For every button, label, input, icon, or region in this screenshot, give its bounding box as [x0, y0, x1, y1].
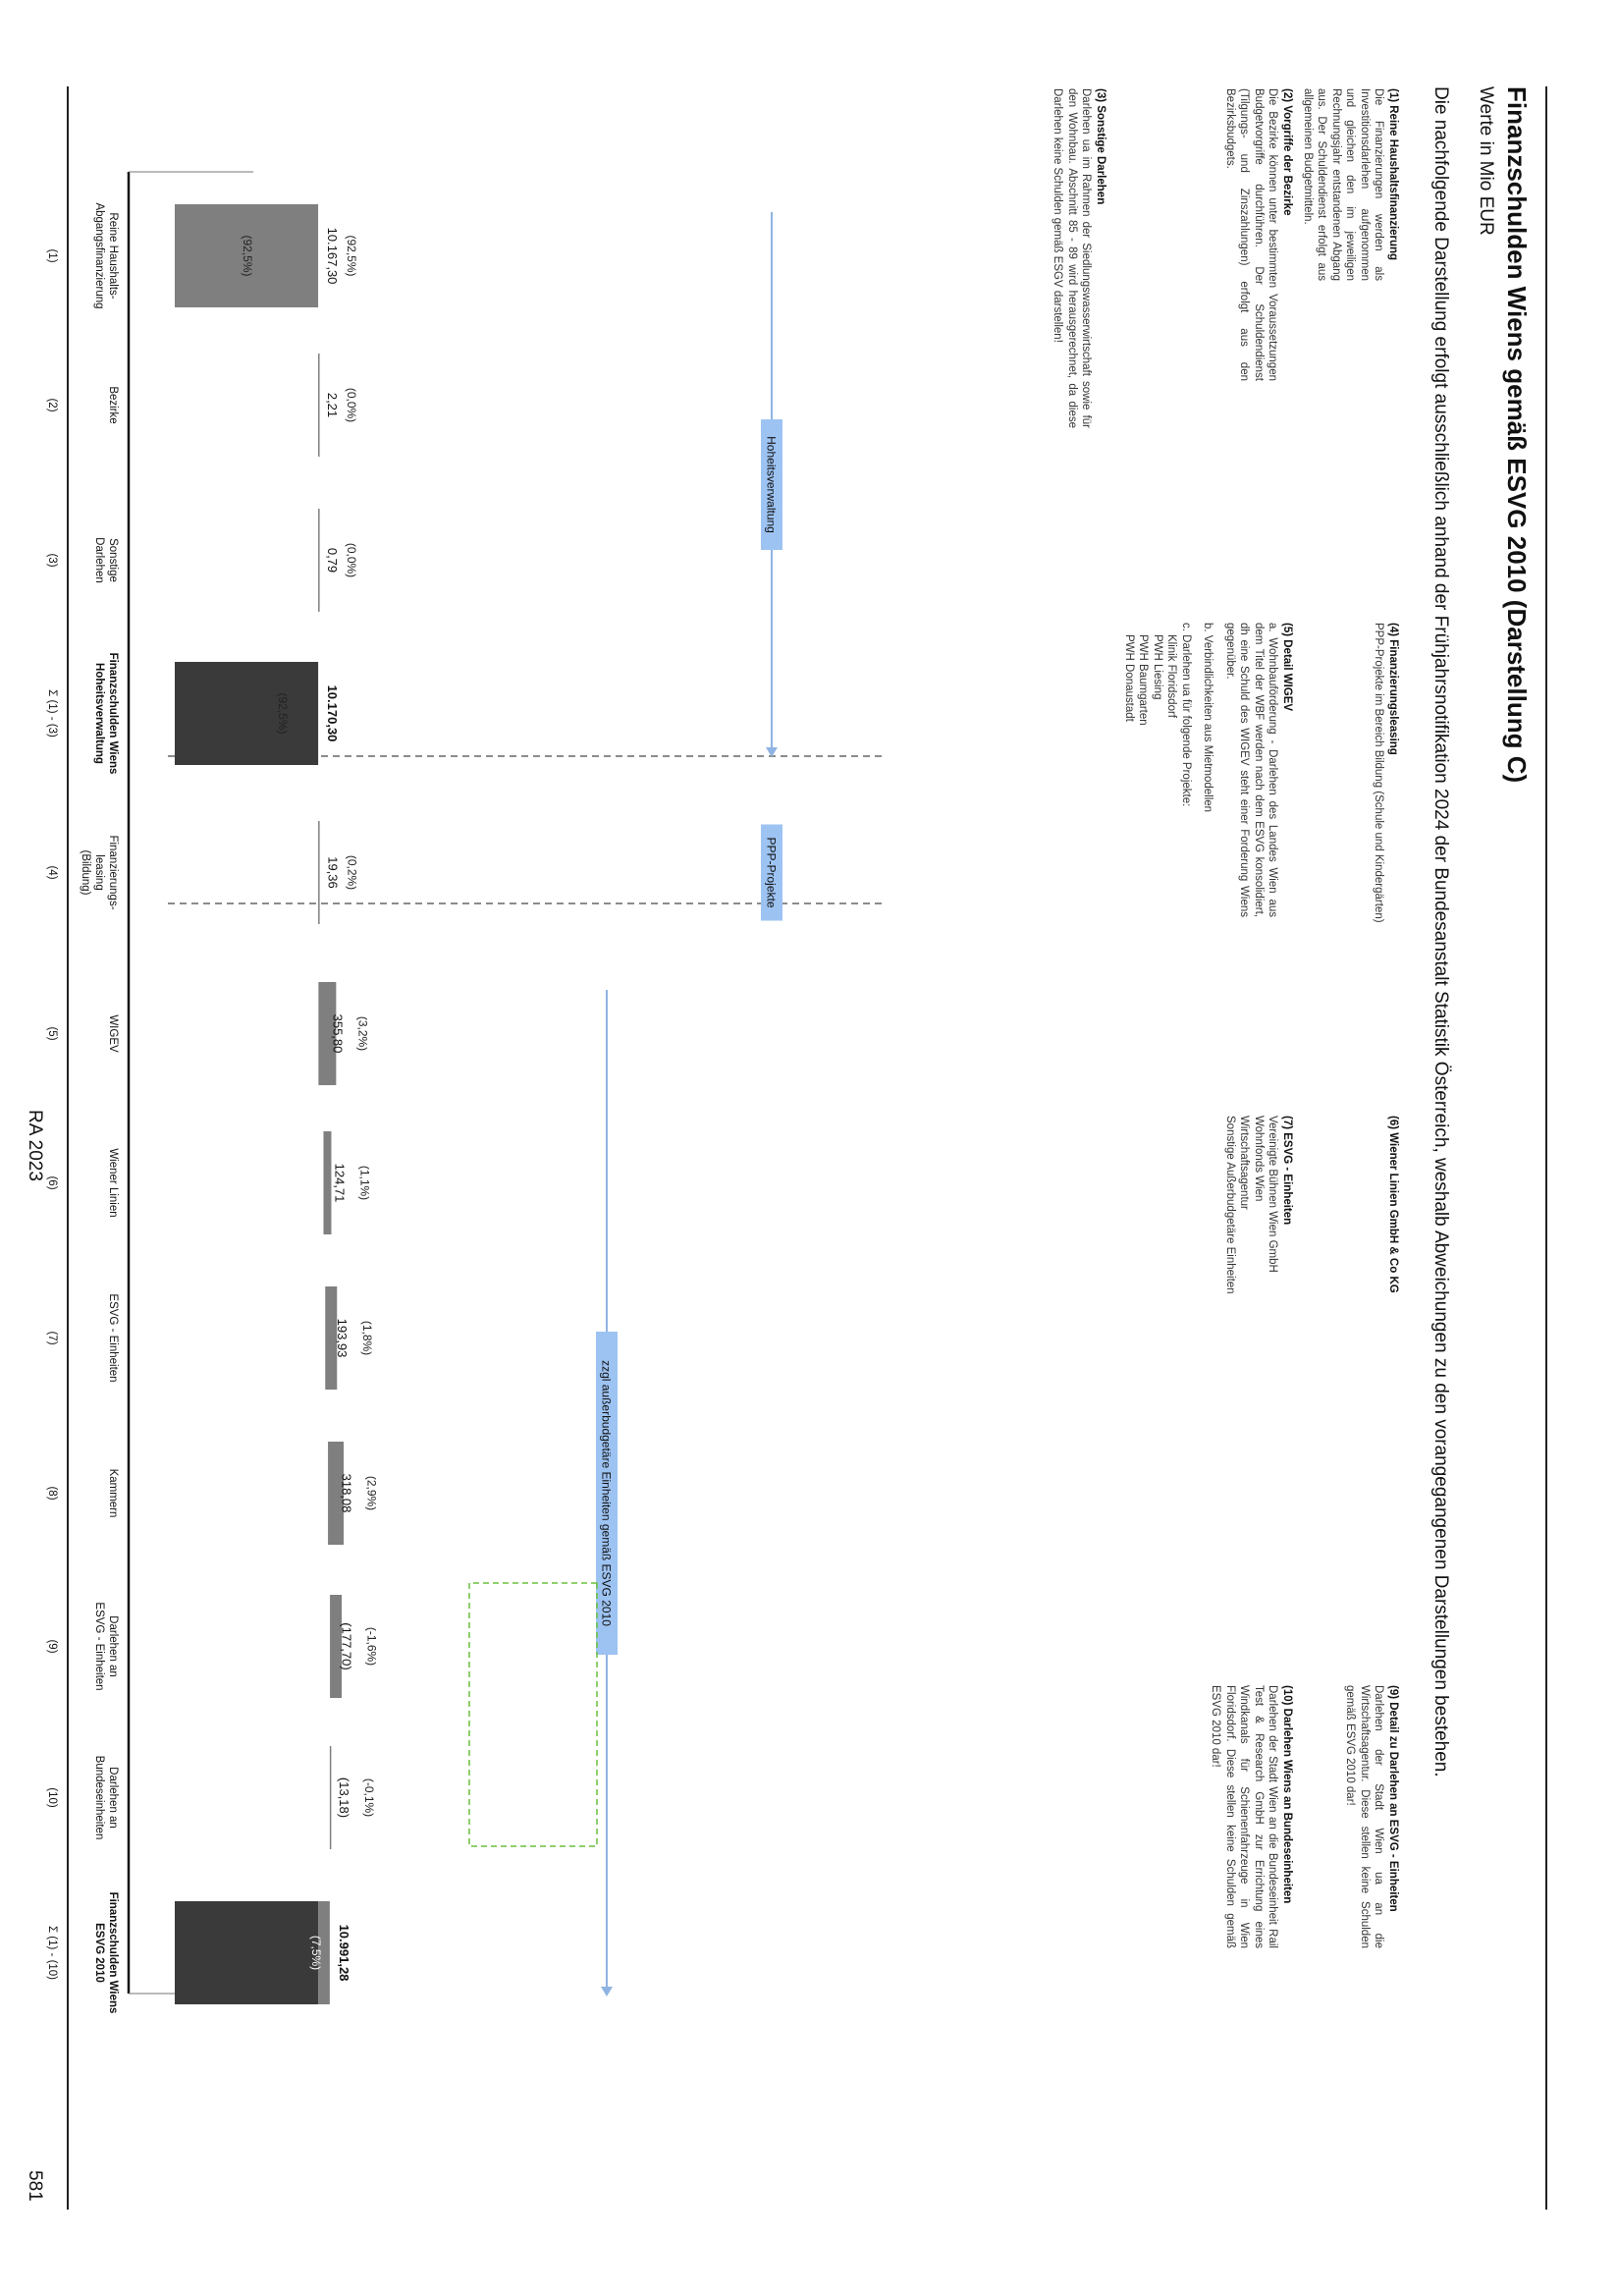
category-label: Bundeseinheiten	[93, 1755, 105, 1840]
category-label: Darlehen an	[107, 1615, 119, 1677]
share-label: (3,2%)	[355, 1015, 370, 1052]
value-label: 2,21	[325, 392, 341, 418]
category-label: Finanzschulden Wiens	[107, 1891, 119, 2014]
share-label: (0,0%)	[345, 387, 359, 423]
note-5-project: PWH Liesing	[1152, 634, 1163, 700]
category-label: ESVG - Einheiten	[107, 1293, 119, 1383]
index-label: (5)	[46, 1026, 58, 1041]
category-label: Bezirke	[107, 386, 119, 424]
page-title: Finanzschulden Wiens gemäß ESVG 2010 (Darstellung C)	[1502, 86, 1532, 784]
note-5-project: Klinik Floridsdorf	[1165, 634, 1178, 718]
share-label: (92,5%)	[276, 692, 291, 735]
category-label: Darlehen	[93, 537, 105, 583]
note-3-title: (3) Sonstige Darlehen	[1095, 88, 1106, 205]
bar-3	[318, 509, 320, 612]
value-label: (177,70)	[339, 1622, 354, 1670]
value-label: 193,93	[335, 1318, 351, 1358]
category-label: ESVG 2010	[93, 1923, 105, 1983]
note-1-body: Die Finanzierungen werden als Investitionsdarlehen aufgenommen und gleichen den im jeweiligen Rechnungsjahr entstandenen Abgang aus. Der Schuldendienst erfolgt aus allgemeinen Budgetmitteln.	[1302, 88, 1385, 281]
note-2-title: (2) Vorgriffe der Bezirke	[1281, 88, 1293, 216]
group-bracket-arrow	[766, 747, 778, 757]
value-label: (13,18)	[337, 1777, 352, 1819]
index-label: (10)	[46, 1787, 58, 1808]
share-label: (92,5%)	[241, 235, 254, 277]
page-number: 581	[25, 2170, 45, 2202]
category-label: Hoheitsverwaltung	[93, 663, 105, 764]
share-label: (-1,6%)	[364, 1626, 379, 1667]
share-label: (2,9%)	[364, 1475, 379, 1511]
index-label: (4)	[46, 865, 58, 880]
group-bracket-arrow	[601, 1987, 613, 1996]
category-label: leasing	[93, 854, 105, 891]
note-5-title: (5) Detail WIGEV	[1281, 623, 1293, 712]
index-label: (7)	[46, 1331, 58, 1345]
value-label: 124,71	[332, 1163, 348, 1203]
category-label: Darlehen an	[107, 1767, 119, 1829]
category-label: Finanzschulden Wiens	[107, 652, 119, 775]
category-label: Finanzierungs-	[107, 835, 119, 910]
index-label: (1)	[46, 248, 58, 263]
note-3-body: Darlehen ua im Rahmen der Siedlungswasserwirtschaft sowie für den Wohnbau. Abschnitt 85 - 89 wird herausgerechnet, da diese Darlehen keine Schulden gemäß ESGV darstellen!	[1052, 88, 1093, 428]
index-label: (3)	[46, 553, 58, 568]
value-label: 10.167,30	[325, 227, 341, 285]
value-label: 10.991,28	[336, 1924, 351, 1982]
group-label: PPP-Projekte	[764, 837, 779, 908]
dashed-box-deductions	[469, 1583, 597, 1846]
share-label: (0,2%)	[345, 854, 359, 891]
note-2-body: Die Bezirke können unter bestimmten Voraussetzungen Budgetvorgriffe durchführen. Der Schuldendienst (Tilgungs- und Zinszahlungen) erfolgt aus den Bezirksbudgets.	[1224, 88, 1279, 381]
note-5-c: c. Darlehen ua für folgende Projekte:	[1180, 623, 1192, 807]
note-7-title: (7) ESVG - Einheiten	[1281, 1116, 1293, 1226]
footer-report-name: RA 2023	[25, 1110, 45, 1181]
value-label: 0,79	[325, 547, 341, 574]
note-5-project: PWH Baumgarten	[1137, 634, 1150, 726]
index-label: Σ (1) - (3)	[46, 689, 58, 738]
category-label: Kammern	[107, 1468, 119, 1518]
bar-4	[175, 662, 318, 765]
bar-2	[318, 354, 320, 457]
value-label: 318,08	[339, 1473, 354, 1513]
note-4-title: (4) Finanzierungsleasing	[1387, 623, 1399, 755]
bar-total-esvg-base	[175, 1901, 318, 2004]
index-label: (8)	[46, 1486, 58, 1501]
note-7-item: Vereinigte Bühnen Wien GmbH	[1267, 1116, 1279, 1273]
bar-5	[318, 821, 320, 924]
share-label: (-0,1%)	[362, 1777, 377, 1818]
share-label: (1,1%)	[357, 1165, 372, 1201]
index-label: (2)	[46, 398, 58, 412]
note-7-item: Wohnfonds Wien	[1253, 1116, 1265, 1202]
bar-11	[330, 1746, 332, 1849]
group-label: zzgl außerbudgetäre Einheiten gemäß ESVG 2010	[599, 1360, 614, 1626]
category-label: Abgangsfinanzierung	[93, 202, 105, 309]
share-label: (7,5%)	[308, 1935, 323, 1971]
index-label: (9)	[46, 1639, 58, 1654]
note-4-body: PPP-Projekte im Bereich Bildung (Schule und Kindergärten)	[1373, 623, 1385, 923]
share-label: (1,8%)	[360, 1320, 375, 1356]
index-label: Σ (1) - (10)	[46, 1925, 58, 1981]
category-label: Reine Haushalts-	[107, 212, 119, 300]
category-label: ESVG - Einheiten	[93, 1602, 105, 1691]
note-6-title: (6) Wiener Linien GmbH & Co KG	[1387, 1116, 1399, 1293]
note-7-item: Sonstige Außerbudgetäre Einheiten	[1224, 1116, 1236, 1294]
note-10-title: (10) Darlehen Wiens an Bundeseinheiten	[1281, 1685, 1293, 1904]
note-5-a: a. Wohnbauförderung - Darlehen des Landes Wien aus dem Titel der WBF werden nach dem ESVG konsolidiert, dh eine Schuld des WIGEV steht einer Forderung Wiens gegenüber.	[1224, 623, 1279, 917]
page-intro: Die nachfolgende Darstellung erfolgt ausschließlich anhand der Frühjahrsnotifikation 2024 der Bundesanstalt Statistik Österreich, weshalb Abweichungen zu den vorangegangenen Darstellungen bestehen.	[1430, 86, 1451, 1777]
note-9-title: (9) Detail zu Darlehen an ESVG - Einheiten	[1387, 1685, 1399, 1912]
category-label: Wiener Linien	[107, 1148, 119, 1218]
note-10-body: Darlehen der Stadt Wien an die Bundeseinheit Rail Test & Research GmbH zur Errichtung eines Windkanals für Schienenfahrzeuge in Wien Floridsdorf. Diese stellen keine Schulden gemäß ESVG 2010 dar!	[1210, 1685, 1279, 1948]
share-label: (0,0%)	[345, 542, 359, 578]
category-label: Sonstige	[107, 538, 119, 582]
category-label: WIGEV	[107, 1014, 119, 1053]
note-1-title: (1) Reine Haushaltsfinanzierung	[1387, 88, 1399, 261]
value-label: 355,80	[330, 1013, 346, 1054]
note-9-body: Darlehen der Stadt Wien ua an die Wirtschaftsagentur. Diese stellen keine Schulden gemäß ESVG 2010 dar!	[1344, 1685, 1385, 1948]
group-label: Hoheitsverwaltung	[764, 436, 779, 533]
note-7-item: Wirtschaftsagentur	[1238, 1116, 1251, 1210]
index-label: (6)	[46, 1175, 58, 1190]
note-5-project: PWH Donaustadt	[1123, 634, 1135, 722]
note-5-b: b. Verbindlichkeiten aus Mietmodellen	[1202, 623, 1214, 813]
bar-7	[323, 1131, 331, 1234]
value-label: 19,36	[325, 856, 341, 889]
page-subtitle: Werte in Mio EUR	[1476, 86, 1496, 236]
category-label: (Bildung)	[80, 849, 91, 896]
share-label: (92,5%)	[345, 235, 359, 277]
value-label: 10.170,30	[325, 684, 341, 742]
